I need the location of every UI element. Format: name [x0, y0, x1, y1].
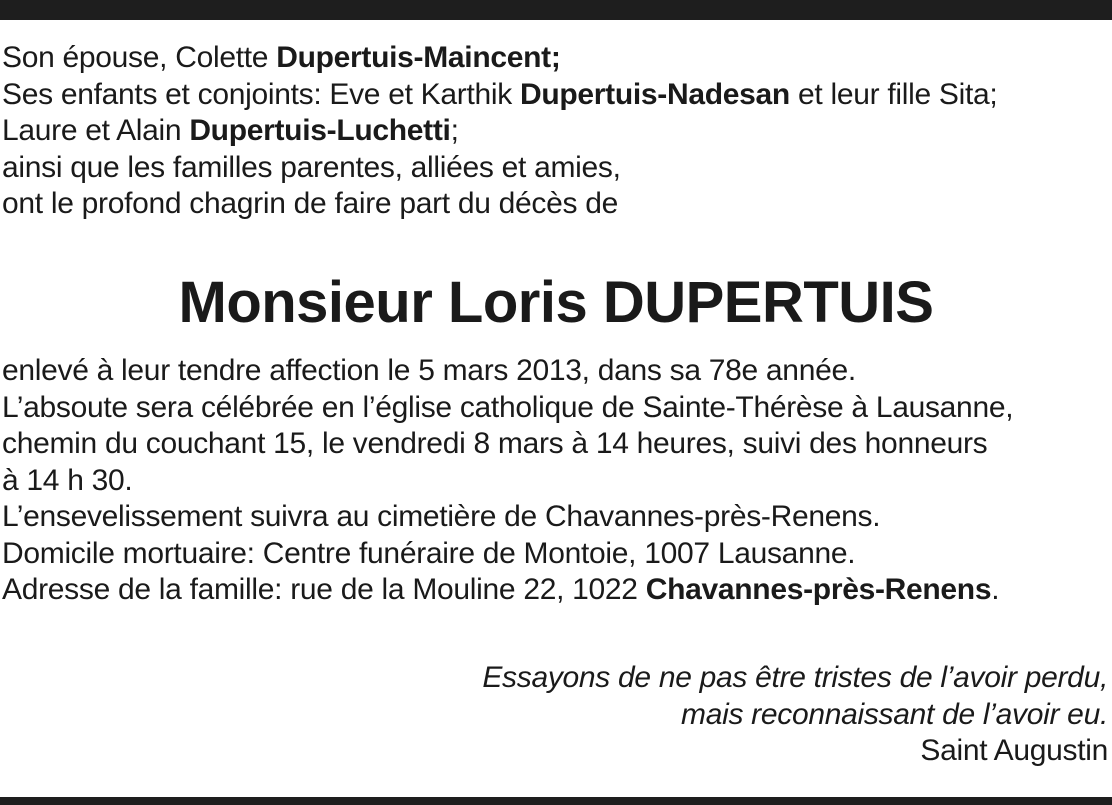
details-line-family-address: Adresse de la famille: rue de la Mouline 22, 1022 Chavannes-près-Renens. — [2, 573, 1000, 606]
quote-line-2: mais reconnaissant de l’avoir eu. — [681, 697, 1108, 731]
family-line-children-2: Laure et Alain Dupertuis-Luchetti; — [2, 114, 459, 147]
quote-block — [482, 660, 1108, 770]
details-line-death: enlevé à leur tendre affection le 5 mars 2013, dans sa 78e année. — [2, 354, 856, 387]
family-line-spouse: Son épouse, Colette Dupertuis-Maincent; — [2, 41, 561, 74]
funeral-details — [2, 353, 1110, 609]
details-line-honours: à 14 h 30. — [2, 463, 133, 497]
details-line-address: chemin du couchant 15, le vendredi 8 mars à 14 heures, suivi des honneurs — [2, 427, 988, 460]
family-line-announce: ont le profond chagrin de faire part du décès de — [2, 187, 619, 220]
deceased-name: Monsieur Loris DUPERTUIS — [178, 270, 934, 335]
spouse-surname: Dupertuis-Maincent; — [276, 41, 561, 74]
details-line-mortuary: Domicile mortuaire: Centre funéraire de Montoie, 1007 Lausanne. — [2, 536, 856, 570]
family-town: Chavannes-près-Renens — [645, 573, 992, 606]
family-line-children: Ses enfants et conjoints: Eve et Karthik Dupertuis-Nadesan et leur fille Sita; — [2, 77, 998, 111]
top-rule — [0, 0, 1112, 20]
family-line-relatives: ainsi que les familles parentes, alliées et amies, — [2, 150, 621, 184]
quote-author: Saint Augustin — [920, 734, 1108, 767]
bottom-rule — [0, 797, 1112, 805]
quote-line-1: Essayons de ne pas être tristes de l’avoir perdu, — [482, 661, 1108, 694]
child-surname-2: Dupertuis-Luchetti — [189, 114, 451, 147]
child-surname-1: Dupertuis-Nadesan — [520, 77, 790, 111]
details-line-burial: L’ensevelissement suivra au cimetière de Chavannes-près-Renens. — [2, 500, 881, 533]
details-line-ceremony: L’absoute sera célébrée en l’église catholique de Sainte-Thérèse à Lausanne, — [2, 390, 1014, 424]
family-announcement — [2, 40, 1110, 223]
